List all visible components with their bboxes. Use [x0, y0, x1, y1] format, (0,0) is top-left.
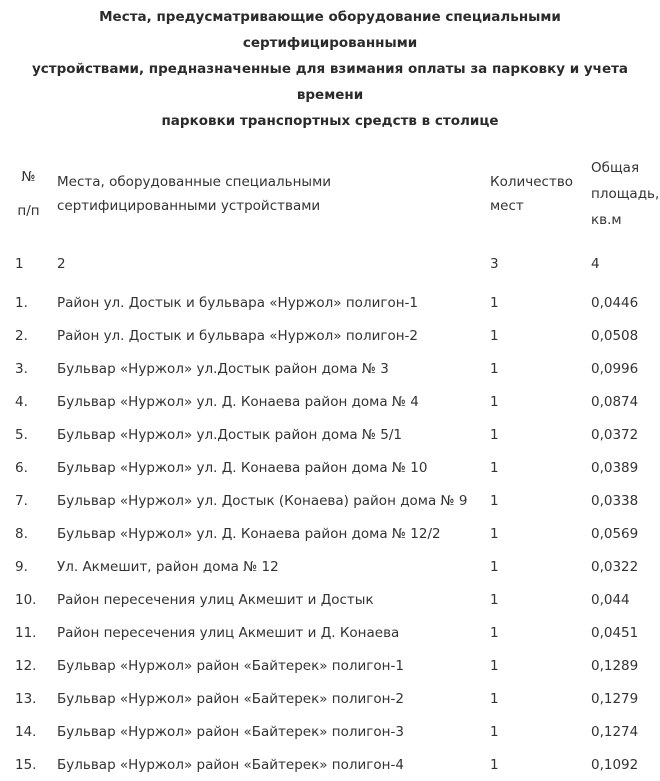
- row-count: 1: [490, 558, 499, 575]
- row-number: 13.: [15, 690, 37, 707]
- table-row: [0, 319, 660, 352]
- index-cell: 3: [490, 256, 499, 272]
- header-text: Общая: [591, 160, 640, 176]
- row-number: 5.: [15, 426, 28, 443]
- row-count: 1: [490, 294, 499, 311]
- row-area: 0,0569: [591, 525, 639, 542]
- row-area: 0,0508: [591, 327, 639, 344]
- table-body: [0, 286, 660, 781]
- title-line: Места, предусматривающие оборудование специальными сертифицированными: [99, 9, 561, 51]
- table-row: [0, 583, 660, 616]
- table-row: [0, 286, 660, 319]
- table-row: [0, 451, 660, 484]
- table-row: [0, 748, 660, 781]
- row-place: Район ул. Достык и бульвара «Нуржол» полигон-2: [57, 327, 418, 344]
- table-row: [0, 418, 660, 451]
- row-count: 1: [490, 690, 499, 707]
- row-number: 2.: [15, 327, 28, 344]
- row-area: 0,1289: [591, 657, 639, 674]
- header-count: [490, 170, 591, 218]
- index-cell: 1: [15, 256, 24, 272]
- row-area: 0,1279: [591, 690, 639, 707]
- row-area: 0,0451: [591, 624, 639, 641]
- row-place: Бульвар «Нуржол» район «Байтерек» полигон-2: [57, 690, 404, 707]
- row-place: Бульвар «Нуржол» ул. Д. Конаева район дома № 10: [57, 459, 428, 476]
- title-line: парковки транспортных средств в столице: [161, 113, 499, 129]
- row-count: 1: [490, 525, 499, 542]
- row-place: Район пересечения улиц Акмешит и Достык: [57, 591, 374, 608]
- header-place: [57, 170, 490, 218]
- row-count: 1: [490, 393, 499, 410]
- table-row: [0, 550, 660, 583]
- table-header-row: [0, 150, 660, 238]
- row-count: 1: [490, 591, 499, 608]
- row-number: 3.: [15, 360, 28, 377]
- row-count: 1: [490, 657, 499, 674]
- row-area: 0,0372: [591, 426, 639, 443]
- row-place: Бульвар «Нуржол» район «Байтерек» полигон-3: [57, 723, 404, 740]
- table-row: [0, 352, 660, 385]
- row-area: 0,0322: [591, 558, 639, 575]
- table-row: [0, 715, 660, 748]
- document-title: [12, 4, 648, 134]
- table-row: [0, 385, 660, 418]
- row-number: 10.: [15, 591, 37, 608]
- row-place: Бульвар «Нуржол» ул. Д. Конаева район дома № 4: [57, 393, 419, 410]
- row-area: 0,0389: [591, 459, 639, 476]
- table-row: [0, 616, 660, 649]
- header-text: Количество: [490, 174, 574, 190]
- row-place: Бульвар «Нуржол» ул.Достык район дома № 3: [57, 360, 389, 377]
- row-count: 1: [490, 459, 499, 476]
- header-text: сертифицированными устройствами: [57, 198, 321, 214]
- row-count: 1: [490, 327, 499, 344]
- row-area: 0,0338: [591, 492, 639, 509]
- table-row: [0, 682, 660, 715]
- row-place: Бульвар «Нуржол» ул. Д. Конаева район дома № 12/2: [57, 525, 441, 542]
- row-area: 0,044: [591, 591, 630, 608]
- table-row: [0, 484, 660, 517]
- row-number: 9.: [15, 558, 28, 575]
- row-number: 7.: [15, 492, 28, 509]
- row-place: Бульвар «Нуржол» ул. Достык (Конаева) район дома № 9: [57, 492, 468, 509]
- row-number: 11.: [15, 624, 37, 641]
- row-area: 0,1274: [591, 723, 639, 740]
- row-place: Ул. Акмешит, район дома № 12: [57, 558, 279, 575]
- row-area: 0,0874: [591, 393, 639, 410]
- row-number: 8.: [15, 525, 28, 542]
- row-area: 0,0996: [591, 360, 639, 377]
- row-place: Бульвар «Нуржол» ул.Достык район дома № 5/1: [57, 426, 402, 443]
- row-count: 1: [490, 426, 499, 443]
- row-count: 1: [490, 624, 499, 641]
- row-place: Район пересечения улиц Акмешит и Д. Конаева: [57, 624, 400, 641]
- parking-places-table: [0, 150, 660, 781]
- header-text: №: [21, 169, 36, 185]
- header-text: Места, оборудованные специальными: [57, 174, 332, 190]
- row-number: 12.: [15, 657, 37, 674]
- header-text: площадь,: [591, 186, 660, 202]
- row-place: Бульвар «Нуржол» район «Байтерек» полигон-4: [57, 756, 404, 773]
- header-text: кв.м: [591, 212, 622, 228]
- column-index-row: [0, 238, 660, 286]
- title-line: устройствами, предназначенные для взимания оплаты за парковку и учета времени: [31, 61, 629, 103]
- row-number: 15.: [15, 756, 37, 773]
- row-place: Район ул. Достык и бульвара «Нуржол» полигон-1: [57, 294, 418, 311]
- table-row: [0, 517, 660, 550]
- row-count: 1: [490, 360, 499, 377]
- row-count: 1: [490, 756, 499, 773]
- header-text: п/п: [17, 203, 40, 219]
- index-cell: 2: [57, 256, 66, 272]
- row-count: 1: [490, 723, 499, 740]
- row-area: 0,0446: [591, 294, 639, 311]
- header-text: мест: [490, 198, 524, 214]
- row-area: 0,1092: [591, 756, 639, 773]
- row-number: 4.: [15, 393, 28, 410]
- row-number: 1.: [15, 294, 28, 311]
- table-row: [0, 649, 660, 682]
- row-number: 6.: [15, 459, 28, 476]
- row-place: Бульвар «Нуржол» район «Байтерек» полигон-1: [57, 657, 404, 674]
- header-number: [0, 165, 57, 223]
- row-number: 14.: [15, 723, 37, 740]
- header-area: [591, 155, 660, 233]
- row-count: 1: [490, 492, 499, 509]
- index-cell: 4: [591, 256, 600, 272]
